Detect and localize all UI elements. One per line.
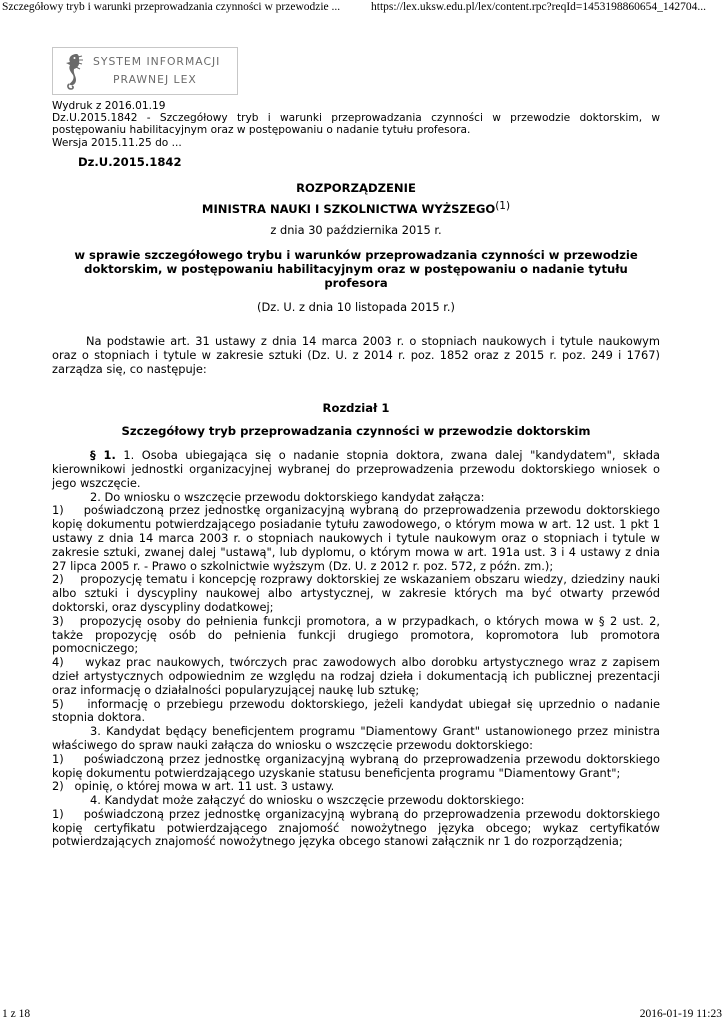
logo-line-1: SYSTEM INFORMACJI — [93, 55, 221, 68]
document-body — [52, 100, 660, 849]
page-counter: 1 z 18 — [2, 1008, 31, 1020]
section-2-list — [52, 504, 660, 725]
act-subject: w sprawie szczegółowego trybu i warunków przeprowadzania czynności w przewodzie doktorskim, w postępowaniu habilitacyjnym oraz w postępowaniu o nadanie tytułu profesora — [74, 248, 638, 290]
paragraph-1-number: 1. — [123, 448, 135, 463]
list-item: 4) wykaz prac naukowych, twórczych prac zawodowych albo dorobku artystycznego wraz z zapisem dzieł artystycznych odpowiednim ze względu na rodzaj dzieła i dokumentacją ich publicznej prezentacji oraz informację o działalności popularyzującej naukę lub sztukę; — [52, 655, 660, 697]
paragraph-1-section-3: 3. Kandydat będący beneficjentem programu "Diamentowy Grant" ustanowionego przez ministra właściwego do spraw nauki załącza do wniosku o wszczęcie przewodu doktorskiego: — [52, 724, 660, 752]
section-3-list — [52, 753, 660, 794]
print-header — [0, 1, 724, 17]
logo-line-2: PRAWNEJ LEX — [113, 73, 197, 86]
paragraph-1-text: Osoba ubiegająca się o nadanie stopnia doktora, zwana dalej "kandydatem", składa kierownikowi jednostki organizacyjnej wybranej do przeprowadzenia przewodu doktorskiego wniosek o jego wszczęcie. — [52, 448, 661, 490]
act-type: ROZPORZĄDZENIE — [296, 180, 416, 195]
print-date: Wydruk z 2016.01.19 — [52, 100, 166, 112]
act-reference: Dz.U.2015.1842 - Szczegółowy tryb i warunki przeprowadzania czynności w przewodzie doktorskim, w postępowaniu habilitacyjnym oraz w postępowaniu o nadanie tytułu profesora. — [52, 112, 660, 137]
act-issuer-text: MINISTRA NAUKI I SZKOLNICTWA WYŻSZEGO — [201, 202, 496, 217]
paragraph-1 — [52, 449, 660, 490]
footnote-marker[interactable]: (1) — [495, 200, 511, 213]
lex-logo — [52, 47, 238, 95]
print-header-url[interactable]: https://lex.uksw.edu.pl/lex/content.rpc?reqId=1453198860654_142704... — [371, 1, 707, 13]
act-date: z dnia 30 października 2015 r. — [270, 223, 442, 238]
section-4-list — [52, 808, 660, 849]
act-version: Wersja 2015.11.25 do ... — [52, 136, 182, 149]
publication-note: (Dz. U. z dnia 10 listopada 2015 r.) — [257, 300, 455, 315]
chapter-number: Rozdział 1 — [322, 400, 390, 415]
paragraph-1-section-4: 4. Kandydat może załączyć do wniosku o wszczęcie przewodu doktorskiego: — [90, 793, 525, 808]
print-header-title: Szczegółowy tryb i warunki przeprowadzania czynności w przewodzie ... — [2, 1, 341, 13]
list-item: 3) propozycję osoby do pełnienia funkcji promotora, a w przypadkach, o których mowa w § 2 ust. 2, także propozycję osób do pełnienia funkcji drugiego promotora, kopromotora lub promotora pomocniczego; — [52, 613, 660, 656]
chapter-title: Szczegółowy tryb przeprowadzania czynności w przewodzie doktorskim — [121, 424, 591, 439]
paragraph-mark: § 1. — [90, 448, 116, 463]
print-datetime: 2016-01-19 11:23 — [639, 1008, 722, 1020]
journal-reference: Dz.U.2015.1842 — [78, 154, 182, 169]
list-item: 5) informację o przebiegu przewodu doktorskiego, jeżeli kandydat ubiegał się uprzednio o nadanie stopnia doktora. — [52, 696, 660, 725]
print-meta — [52, 100, 660, 149]
preamble: Na podstawie art. 31 ustawy z dnia 14 marca 2003 r. o stopniach naukowych i tytule naukowym oraz o stopniach i tytule w zakresie sztuki (Dz. U. z 2014 r. poz. 1852 oraz z 2015 r. poz. 249 i 1767) zarządza się, co następuje: — [52, 334, 660, 376]
print-footer — [0, 1008, 724, 1024]
paragraph-1-section-2: 2. Do wniosku o wszczęcie przewodu doktorskiego kandydat załącza: — [90, 489, 485, 504]
list-item: 1) poświadczoną przez jednostkę organizacyjną wybraną do przeprowadzenia przewodu doktorskiego kopię dokumentu potwierdzającego posiadanie tytułu zawodowego, o którym mowa w art. 12 ust. 1 pkt 1 ustawy z dnia 14 marca 2003 r. o stopniach naukowych i tytule naukowym oraz o stopniach i tytule w zakresie sztuki, zwanej dalej "ustawą", lub dyplomu, o którym mowa w art. 191a ust. 3 i 4 ustawy z dnia 27 lipca 2005 r. - Prawo o szkolnictwie wyższym (Dz. U. z 2012 r. poz. 572, z późn. zm.); — [52, 503, 660, 573]
list-item: 1) poświadczoną przez jednostkę organizacyjną wybraną do przeprowadzenia przewodu doktorskiego kopię dokumentu potwierdzającego uzyskanie statusu beneficjenta programu "Diamentowy Grant"; — [52, 751, 660, 780]
seahorse-icon — [59, 51, 89, 93]
list-item: 2) opinię, o której mowa w art. 11 ust. 3 ustawy. — [52, 779, 335, 794]
act-issuer — [52, 200, 660, 217]
list-item: 1) poświadczoną przez jednostkę organizacyjną wybraną do przeprowadzenia przewodu doktorskiego kopię certyfikatu potwierdzającego znajomość nowożytnego języka obcego; wykaz certyfikatów potwierdzających znajomość nowożytnego języka obcego stanowi załącznik nr 1 do rozporządzenia; — [52, 806, 660, 849]
list-item: 2) propozycję tematu i koncepcję rozprawy doktorskiej ze wskazaniem obszaru wiedzy, dziedziny nauki albo sztuki i dyscypliny naukowej albo artystycznej, w zakresie których ma być otwarty przewód doktorski, oraz dyscypliny dodatkowej; — [52, 572, 660, 614]
